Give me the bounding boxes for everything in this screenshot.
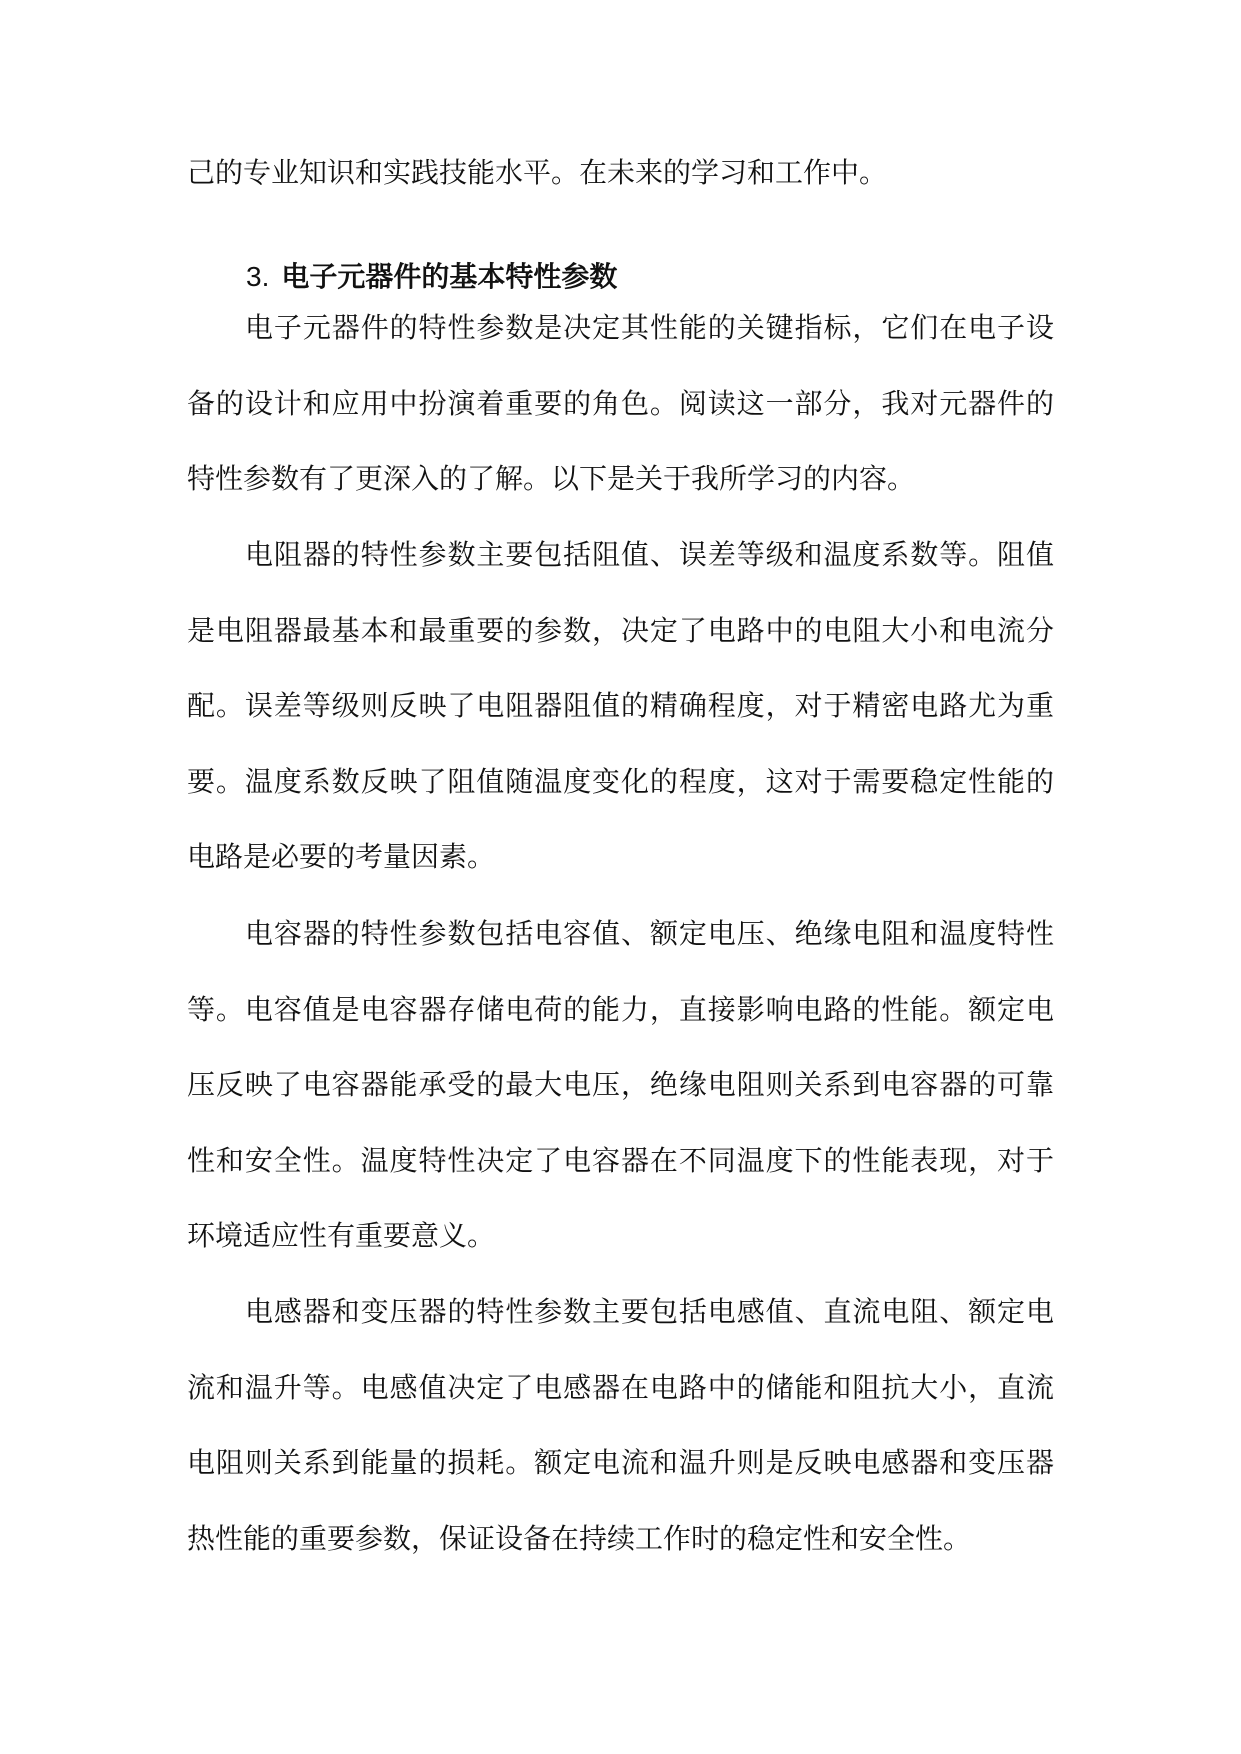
continuation-paragraph: 己的专业知识和实践技能水平。在未来的学习和工作中。	[187, 156, 888, 189]
paragraph-intro: 电子元器件的特性参数是决定其性能的关键指标，它们在电子设备的设计和应用中扮演着重要的角色。阅读这一部分，我对元器件的特性参数有了更深入的了解。以下是关于我所学习的内容。	[187, 311, 1054, 495]
paragraph-resistor: 电阻器的特性参数主要包括阻值、误差等级和温度系数等。阻值是电阻器最基本和最重要的参数，决定了电路中的电阻大小和电流分配。误差等级则反映了电阻器阻值的精确程度，对于精密电路尤为重要。温度系数反映了阻值随温度变化的程度，这对于需要稳定性能的电路是必要的考量因素。	[187, 538, 1054, 873]
paragraph-capacitor: 电容器的特性参数包括电容值、额定电压、绝缘电阻和温度特性等。电容值是电容器存储电荷的能力，直接影响电路的性能。额定电压反映了电容器能承受的最大电压，绝缘电阻则关系到电容器的可靠性和安全性。温度特性决定了电容器在不同温度下的性能表现，对于环境适应性有重要意义。	[187, 917, 1054, 1252]
paragraph-inductor: 电感器和变压器的特性参数主要包括电感值、直流电阻、额定电流和温升等。电感值决定了电感器在电路中的储能和阻抗大小，直流电阻则关系到能量的损耗。额定电流和温升则是反映电感器和变压器热性能的重要参数，保证设备在持续工作时的稳定性和安全性。	[187, 1295, 1054, 1555]
section-title: 电子元器件的基本特性参数	[281, 260, 618, 293]
section-number: 3.	[246, 261, 270, 292]
